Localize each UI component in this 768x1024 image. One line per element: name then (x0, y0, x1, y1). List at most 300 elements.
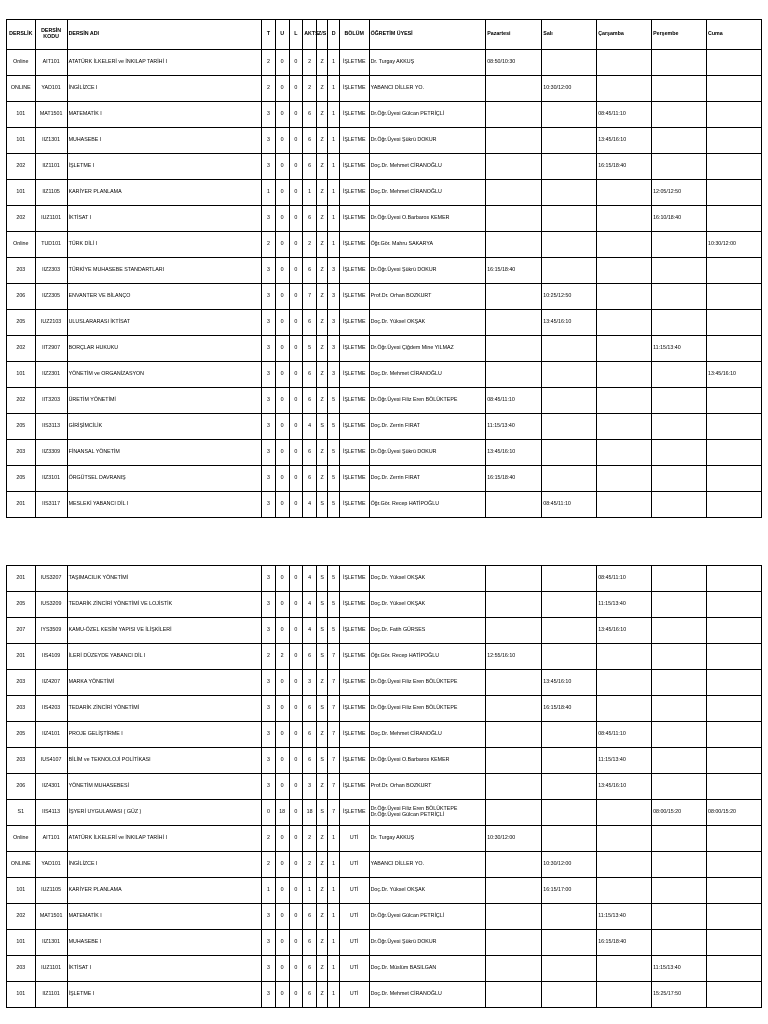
cell-kod: IIZ2301 (35, 362, 67, 388)
cell-cuma (707, 982, 762, 1008)
cell-ad: İNGİLİZCE I (67, 852, 261, 878)
schedule-table-2 (6, 565, 762, 1008)
cell-derslik: 205 (7, 310, 36, 336)
cell-u: 0 (275, 310, 289, 336)
cell-sali (542, 258, 597, 284)
cell-ad: KARİYER PLANLAMA (67, 878, 261, 904)
cell-carsamba: 13:45/16:10 (597, 128, 652, 154)
cell-ad: KAMU-ÖZEL KESİM YAPISI VE İLİŞKİLERİ (67, 618, 261, 644)
cell-pazartesi: 08:45/11:10 (486, 388, 542, 414)
cell-kod: IIZ1101 (35, 982, 67, 1008)
cell-bolum: İŞLETME (339, 336, 369, 362)
cell-kod: IIZ1105 (35, 180, 67, 206)
cell-persembe (652, 696, 707, 722)
cell-u: 0 (275, 128, 289, 154)
column-header-pazartesi: Pazartesi (486, 20, 542, 50)
cell-t: 3 (262, 566, 276, 592)
cell-t: 3 (262, 336, 276, 362)
table-row (7, 336, 762, 362)
cell-uye: Doç.Dr. Mehmet CİRANOĞLU (369, 362, 486, 388)
cell-kod: TUD101 (35, 232, 67, 258)
cell-derslik: 101 (7, 128, 36, 154)
cell-cuma (707, 102, 762, 128)
cell-uye: Doç.Dr. Zerrin FIRAT (369, 466, 486, 492)
cell-ad: İNGİLİZCE I (67, 76, 261, 102)
cell-u: 2 (275, 644, 289, 670)
cell-l: 0 (289, 696, 303, 722)
cell-zs: Z (316, 128, 327, 154)
cell-akts: 6 (303, 440, 317, 466)
cell-t: 3 (262, 592, 276, 618)
table-row (7, 930, 762, 956)
cell-zs: S (316, 696, 327, 722)
cell-bolum: İŞLETME (339, 800, 369, 826)
cell-bolum: UTİ (339, 878, 369, 904)
cell-bolum: İŞLETME (339, 232, 369, 258)
cell-persembe (652, 566, 707, 592)
cell-zs: Z (316, 154, 327, 180)
cell-u: 0 (275, 362, 289, 388)
cell-t: 3 (262, 904, 276, 930)
cell-derslik: 202 (7, 904, 36, 930)
table-row (7, 852, 762, 878)
cell-persembe (652, 644, 707, 670)
cell-carsamba (597, 466, 652, 492)
cell-zs: Z (316, 310, 327, 336)
cell-bolum: UTİ (339, 826, 369, 852)
cell-akts: 6 (303, 696, 317, 722)
cell-bolum: İŞLETME (339, 206, 369, 232)
cell-akts: 3 (303, 774, 317, 800)
cell-zs: Z (316, 76, 327, 102)
cell-kod: IIS3117 (35, 492, 67, 518)
cell-pazartesi: 16:15/18:40 (486, 258, 542, 284)
table-row (7, 722, 762, 748)
cell-persembe (652, 310, 707, 336)
cell-pazartesi (486, 566, 542, 592)
cell-derslik: 101 (7, 930, 36, 956)
cell-d: 5 (328, 440, 339, 466)
cell-carsamba: 08:45/11:10 (597, 102, 652, 128)
cell-bolum: İŞLETME (339, 362, 369, 388)
cell-sali (542, 440, 597, 466)
cell-sali (542, 592, 597, 618)
cell-carsamba (597, 826, 652, 852)
cell-carsamba (597, 180, 652, 206)
cell-l: 0 (289, 748, 303, 774)
cell-pazartesi (486, 128, 542, 154)
table-row (7, 102, 762, 128)
column-header-kod: DERSİN KODU (35, 20, 67, 50)
cell-bolum: İŞLETME (339, 774, 369, 800)
cell-derslik: ONLINE (7, 852, 36, 878)
cell-t: 1 (262, 180, 276, 206)
cell-d: 1 (328, 956, 339, 982)
cell-l: 0 (289, 128, 303, 154)
cell-d: 1 (328, 982, 339, 1008)
table-row (7, 982, 762, 1008)
cell-d: 1 (328, 180, 339, 206)
table-row (7, 258, 762, 284)
cell-zs: Z (316, 956, 327, 982)
cell-u: 0 (275, 258, 289, 284)
cell-derslik: 205 (7, 722, 36, 748)
cell-t: 3 (262, 982, 276, 1008)
cell-pazartesi (486, 180, 542, 206)
cell-kod: IIS3113 (35, 414, 67, 440)
cell-l: 0 (289, 566, 303, 592)
cell-carsamba (597, 258, 652, 284)
cell-l: 0 (289, 826, 303, 852)
cell-uye: Doç.Dr. Yüksel OKŞAK (369, 566, 486, 592)
cell-pazartesi (486, 670, 542, 696)
cell-carsamba (597, 76, 652, 102)
cell-pazartesi (486, 592, 542, 618)
table-row (7, 696, 762, 722)
cell-zs: Z (316, 336, 327, 362)
cell-cuma (707, 414, 762, 440)
cell-l: 0 (289, 362, 303, 388)
table-row (7, 284, 762, 310)
cell-zs: S (316, 414, 327, 440)
cell-zs: Z (316, 852, 327, 878)
cell-carsamba: 13:45/16:10 (597, 774, 652, 800)
cell-sali (542, 50, 597, 76)
column-header-ad: DERSİN ADI (67, 20, 261, 50)
cell-carsamba (597, 388, 652, 414)
cell-u: 0 (275, 618, 289, 644)
cell-kod: IIZ3309 (35, 440, 67, 466)
cell-l: 0 (289, 592, 303, 618)
cell-sali (542, 956, 597, 982)
cell-u: 0 (275, 930, 289, 956)
cell-u: 0 (275, 696, 289, 722)
cell-uye: Dr.Öğr.Üyesi Şükrü DOKUR (369, 930, 486, 956)
cell-akts: 3 (303, 670, 317, 696)
cell-persembe: 12:05/12:50 (652, 180, 707, 206)
column-header-t: T (262, 20, 276, 50)
cell-cuma (707, 696, 762, 722)
column-header-carsamba: Çarşamba (597, 20, 652, 50)
cell-carsamba (597, 310, 652, 336)
cell-zs: Z (316, 50, 327, 76)
cell-kod: IIT2907 (35, 336, 67, 362)
cell-l: 0 (289, 102, 303, 128)
cell-ad: YÖNETİM MUHASEBESİ (67, 774, 261, 800)
cell-persembe (652, 492, 707, 518)
cell-cuma (707, 566, 762, 592)
cell-zs: Z (316, 180, 327, 206)
table-row (7, 618, 762, 644)
cell-sali (542, 618, 597, 644)
cell-sali (542, 774, 597, 800)
cell-persembe (652, 722, 707, 748)
cell-uye: Doç.Dr. Mehmet CİRANOĞLU (369, 154, 486, 180)
cell-ad: TÜRKİYE MUHASEBE STANDARTLARI (67, 258, 261, 284)
cell-akts: 6 (303, 930, 317, 956)
cell-bolum: İŞLETME (339, 258, 369, 284)
cell-sali (542, 904, 597, 930)
cell-ad: PROJE GELİŞTİRME I (67, 722, 261, 748)
cell-t: 3 (262, 618, 276, 644)
column-header-persembe: Perşembe (652, 20, 707, 50)
cell-akts: 6 (303, 388, 317, 414)
cell-persembe (652, 466, 707, 492)
cell-pazartesi (486, 748, 542, 774)
cell-akts: 6 (303, 722, 317, 748)
cell-t: 3 (262, 284, 276, 310)
cell-sali: 13:45/16:10 (542, 310, 597, 336)
cell-bolum: İŞLETME (339, 618, 369, 644)
cell-akts: 7 (303, 284, 317, 310)
cell-pazartesi (486, 956, 542, 982)
cell-bolum: İŞLETME (339, 154, 369, 180)
cell-cuma (707, 284, 762, 310)
cell-uye: Dr.Öğr.Üyesi Filiz Eren BÖLÜKTEPE (369, 670, 486, 696)
cell-derslik: 202 (7, 206, 36, 232)
cell-derslik: 203 (7, 258, 36, 284)
cell-uye: Doç.Dr. Yüksel OKŞAK (369, 878, 486, 904)
cell-bolum: İŞLETME (339, 644, 369, 670)
cell-ad: ÖRGÜTSEL DAVRANIŞ (67, 466, 261, 492)
cell-kod: IIZ2303 (35, 258, 67, 284)
cell-d: 1 (328, 826, 339, 852)
cell-pazartesi (486, 362, 542, 388)
cell-akts: 4 (303, 566, 317, 592)
cell-u: 0 (275, 826, 289, 852)
cell-uye: Dr. Turgay AKKUŞ (369, 50, 486, 76)
cell-bolum: İŞLETME (339, 310, 369, 336)
cell-kod: IIS4109 (35, 644, 67, 670)
cell-zs: S (316, 748, 327, 774)
cell-persembe (652, 50, 707, 76)
cell-ad: ATATÜRK İLKELERİ ve İNKILAP TARİHİ I (67, 826, 261, 852)
cell-sali: 10:25/12:50 (542, 284, 597, 310)
cell-ad: TAŞIMACILIK YÖNETİMİ (67, 566, 261, 592)
cell-carsamba (597, 50, 652, 76)
cell-sali (542, 566, 597, 592)
cell-u: 0 (275, 982, 289, 1008)
cell-derslik: 101 (7, 102, 36, 128)
cell-l: 0 (289, 206, 303, 232)
cell-akts: 2 (303, 852, 317, 878)
cell-d: 5 (328, 466, 339, 492)
cell-persembe (652, 232, 707, 258)
cell-kod: IUZ1101 (35, 956, 67, 982)
cell-zs: S (316, 644, 327, 670)
cell-carsamba (597, 336, 652, 362)
cell-akts: 6 (303, 644, 317, 670)
cell-derslik: 201 (7, 566, 36, 592)
cell-pazartesi (486, 878, 542, 904)
cell-carsamba (597, 982, 652, 1008)
cell-t: 3 (262, 492, 276, 518)
table-row (7, 904, 762, 930)
cell-cuma (707, 852, 762, 878)
cell-zs: S (316, 566, 327, 592)
column-header-d: D (328, 20, 339, 50)
table-row (7, 154, 762, 180)
table-row (7, 466, 762, 492)
cell-bolum: İŞLETME (339, 566, 369, 592)
cell-cuma (707, 180, 762, 206)
cell-akts: 6 (303, 310, 317, 336)
table-row (7, 310, 762, 336)
cell-akts: 18 (303, 800, 317, 826)
cell-bolum: İŞLETME (339, 748, 369, 774)
cell-d: 7 (328, 644, 339, 670)
column-header-u: U (275, 20, 289, 50)
cell-derslik: 101 (7, 362, 36, 388)
cell-derslik: 203 (7, 748, 36, 774)
cell-l: 0 (289, 336, 303, 362)
cell-derslik: Online (7, 826, 36, 852)
cell-u: 0 (275, 670, 289, 696)
cell-derslik: 203 (7, 670, 36, 696)
cell-bolum: UTİ (339, 982, 369, 1008)
cell-persembe: 16:10/18:40 (652, 206, 707, 232)
cell-akts: 2 (303, 76, 317, 102)
cell-akts: 2 (303, 826, 317, 852)
cell-d: 1 (328, 852, 339, 878)
cell-zs: S (316, 592, 327, 618)
cell-u: 0 (275, 284, 289, 310)
cell-t: 3 (262, 466, 276, 492)
cell-sali (542, 388, 597, 414)
cell-sali (542, 414, 597, 440)
cell-bolum: İŞLETME (339, 102, 369, 128)
cell-uye: Doç.Dr. Yüksel OKŞAK (369, 592, 486, 618)
cell-carsamba (597, 440, 652, 466)
table-row (7, 50, 762, 76)
cell-cuma (707, 618, 762, 644)
cell-pazartesi (486, 930, 542, 956)
cell-derslik: 201 (7, 644, 36, 670)
cell-d: 5 (328, 592, 339, 618)
cell-akts: 6 (303, 956, 317, 982)
cell-l: 0 (289, 800, 303, 826)
cell-d: 1 (328, 76, 339, 102)
cell-zs: Z (316, 722, 327, 748)
cell-derslik: 203 (7, 440, 36, 466)
cell-zs: Z (316, 826, 327, 852)
cell-akts: 6 (303, 982, 317, 1008)
cell-l: 0 (289, 644, 303, 670)
cell-t: 3 (262, 388, 276, 414)
cell-cuma (707, 258, 762, 284)
cell-kod: IIZ4207 (35, 670, 67, 696)
table-row (7, 956, 762, 982)
cell-uye: Dr.Öğr.Üyesi Şükrü DOKUR (369, 258, 486, 284)
cell-kod: IUZ1101 (35, 206, 67, 232)
cell-d: 1 (328, 154, 339, 180)
table-row (7, 566, 762, 592)
cell-carsamba (597, 284, 652, 310)
cell-persembe (652, 440, 707, 466)
cell-u: 0 (275, 206, 289, 232)
cell-t: 3 (262, 310, 276, 336)
cell-zs: S (316, 800, 327, 826)
cell-bolum: İŞLETME (339, 414, 369, 440)
cell-t: 3 (262, 696, 276, 722)
cell-l: 0 (289, 904, 303, 930)
cell-d: 5 (328, 414, 339, 440)
cell-kod: IIZ1301 (35, 930, 67, 956)
cell-d: 1 (328, 878, 339, 904)
cell-ad: İKTİSAT I (67, 206, 261, 232)
cell-zs: Z (316, 388, 327, 414)
cell-u: 0 (275, 102, 289, 128)
cell-persembe (652, 930, 707, 956)
cell-bolum: İŞLETME (339, 592, 369, 618)
cell-cuma (707, 76, 762, 102)
cell-persembe (652, 76, 707, 102)
cell-u: 0 (275, 466, 289, 492)
cell-pazartesi (486, 774, 542, 800)
cell-carsamba: 11:15/13:40 (597, 904, 652, 930)
cell-persembe: 11:15/13:40 (652, 956, 707, 982)
cell-t: 3 (262, 774, 276, 800)
cell-l: 0 (289, 930, 303, 956)
cell-zs: S (316, 618, 327, 644)
cell-carsamba: 08:45/11:10 (597, 566, 652, 592)
cell-persembe (652, 592, 707, 618)
cell-uye: Öğr.Gör. Recep HATİPOĞLU (369, 644, 486, 670)
cell-akts: 4 (303, 618, 317, 644)
cell-ad: İKTİSAT I (67, 956, 261, 982)
cell-kod: IIZ3101 (35, 466, 67, 492)
cell-u: 0 (275, 774, 289, 800)
cell-bolum: İŞLETME (339, 670, 369, 696)
cell-akts: 6 (303, 102, 317, 128)
cell-uye: YABANCI DİLLER YO. (369, 76, 486, 102)
cell-carsamba (597, 492, 652, 518)
cell-persembe: 15:25/17:50 (652, 982, 707, 1008)
cell-l: 0 (289, 440, 303, 466)
table-row (7, 800, 762, 826)
cell-derslik: 202 (7, 336, 36, 362)
cell-uye: Dr.Öğr.Üyesi O.Barbaros KEMER (369, 748, 486, 774)
cell-kod: IIS4203 (35, 696, 67, 722)
cell-ad: BORÇLAR HUKUKU (67, 336, 261, 362)
cell-persembe (652, 154, 707, 180)
table-row (7, 592, 762, 618)
cell-l: 0 (289, 232, 303, 258)
cell-kod: IUS3207 (35, 566, 67, 592)
cell-u: 0 (275, 878, 289, 904)
cell-bolum: UTİ (339, 930, 369, 956)
cell-t: 2 (262, 644, 276, 670)
cell-persembe (652, 748, 707, 774)
cell-cuma (707, 388, 762, 414)
cell-cuma (707, 154, 762, 180)
cell-pazartesi: 16:15/18:40 (486, 466, 542, 492)
cell-kod: IIS4113 (35, 800, 67, 826)
cell-persembe (652, 774, 707, 800)
cell-zs: Z (316, 258, 327, 284)
cell-bolum: İŞLETME (339, 284, 369, 310)
cell-pazartesi (486, 154, 542, 180)
table-row (7, 826, 762, 852)
cell-ad: ATATÜRK İLKELERİ ve İNKILAP TARİHİ I (67, 50, 261, 76)
cell-l: 0 (289, 722, 303, 748)
cell-persembe (652, 102, 707, 128)
cell-ad: ULUSLARARASI İKTİSAT (67, 310, 261, 336)
cell-carsamba (597, 852, 652, 878)
cell-u: 18 (275, 800, 289, 826)
column-header-l: L (289, 20, 303, 50)
cell-l: 0 (289, 284, 303, 310)
